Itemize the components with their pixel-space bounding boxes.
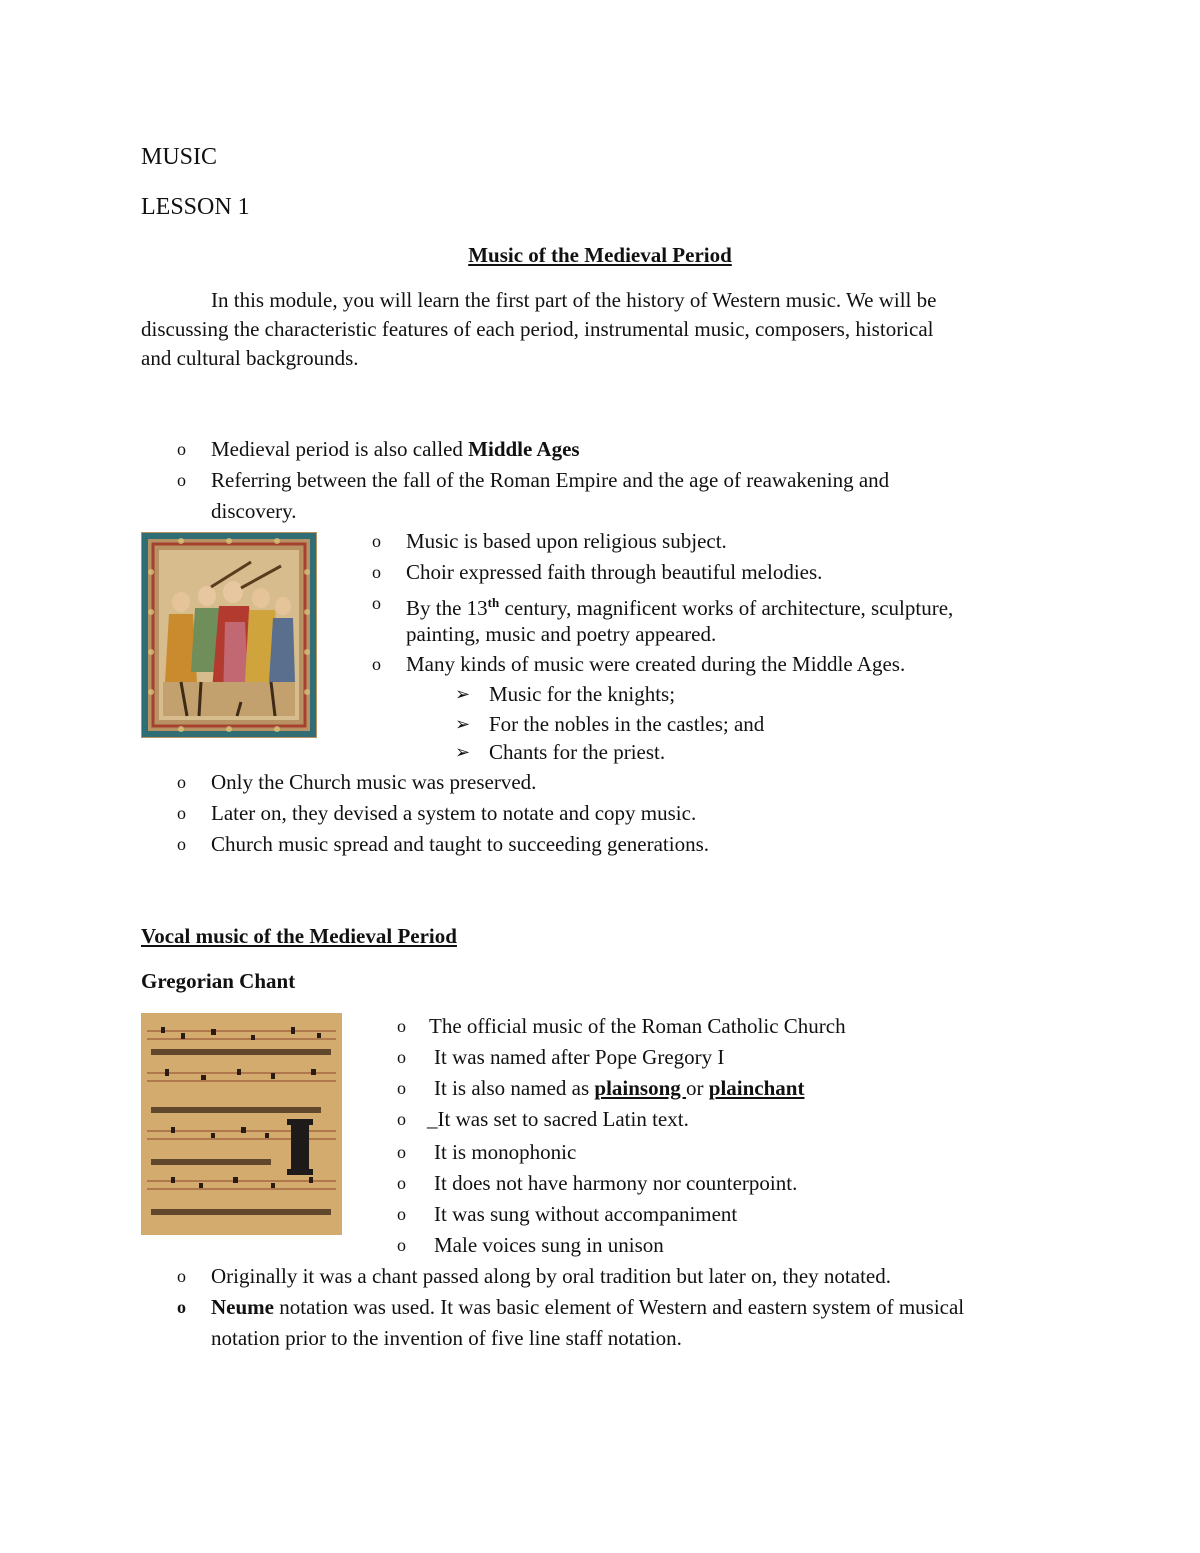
bullet-marker: o	[177, 470, 186, 490]
bullet-marker: o	[372, 531, 381, 551]
list-item: For the nobles in the castles; and	[489, 712, 765, 736]
list-item-text: or	[686, 1076, 709, 1100]
bullet-marker: o	[177, 834, 186, 854]
list-item: Chants for the priest.	[489, 740, 666, 764]
list-item: Male voices sung in unison	[434, 1233, 664, 1257]
list-item-continuation: notation prior to the invention of five line staff notation.	[211, 1326, 682, 1350]
arrow-bullet-icon: ➢	[455, 742, 471, 762]
bullet-marker: o	[177, 439, 186, 459]
arrow-bullet-icon: ➢	[455, 714, 471, 734]
bullet-marker: o	[372, 654, 381, 674]
intro-line-2: discussing the characteristic features of each period, instrumental music, composers, historical	[141, 317, 934, 341]
subject-heading: MUSIC	[141, 144, 218, 170]
bullet-marker: o	[397, 1235, 406, 1255]
list-item-text: notation was used. It was basic element of Western and eastern system of musical	[273, 1295, 965, 1319]
bullet-marker: o	[177, 1266, 186, 1286]
list-item: Only the Church music was preserved.	[211, 770, 537, 794]
list-item	[434, 1073, 804, 1103]
bullet-marker: o	[177, 772, 186, 792]
list-item-text: century, magnificent works of architecture, sculpture,	[499, 596, 954, 620]
term-plainsong: plainsong	[594, 1076, 687, 1100]
bullet-marker: o	[397, 1204, 406, 1224]
list-item-continuation: painting, music and poetry appeared.	[406, 622, 717, 646]
ordinal-suffix: th	[487, 595, 500, 610]
list-item-emphasis: Middle Ages	[468, 437, 580, 461]
list-item: Later on, they devised a system to notate and copy music.	[211, 801, 697, 825]
list-item: Many kinds of music were created during the Middle Ages.	[406, 652, 906, 676]
list-item: It was named after Pope Gregory I	[434, 1045, 725, 1069]
list-item: _It was set to sacred Latin text.	[427, 1107, 689, 1131]
section-heading: Vocal music of the Medieval Period	[141, 924, 457, 948]
intro-line-3: and cultural backgrounds.	[141, 346, 359, 370]
term-neume: Neume	[211, 1295, 274, 1319]
term-plainchant: plainchant	[708, 1076, 805, 1100]
bullet-marker: o	[372, 562, 381, 582]
section-subheading: Gregorian Chant	[141, 969, 296, 993]
list-item-continuation: discovery.	[211, 499, 297, 523]
bullet-marker: o	[397, 1173, 406, 1193]
list-item: It does not have harmony nor counterpoint.	[434, 1171, 798, 1195]
list-item: Music for the knights;	[489, 682, 676, 706]
lesson-heading: LESSON 1	[141, 194, 250, 220]
list-item-text: Medieval period is also called	[211, 437, 469, 461]
list-item: It was sung without accompaniment	[434, 1202, 738, 1226]
list-item-text: By the 13	[406, 596, 488, 620]
list-item	[211, 1292, 964, 1322]
list-item	[406, 588, 953, 623]
list-item: Music is based upon religious subject.	[406, 529, 727, 553]
medieval-musicians-illustration	[141, 532, 317, 738]
list-item: Originally it was a chant passed along by oral tradition but later on, they notated.	[211, 1264, 891, 1288]
bullet-marker: o	[397, 1142, 406, 1162]
arrow-bullet-icon: ➢	[455, 684, 471, 704]
intro-line-1: In this module, you will learn the first part of the history of Western music. We will be	[211, 288, 937, 312]
gregorian-chant-manuscript-image	[141, 1013, 342, 1235]
list-item: It is monophonic	[434, 1140, 577, 1164]
bullet-marker: o	[177, 1297, 186, 1317]
list-item-text: It is also named as	[434, 1076, 595, 1100]
list-item: The official music of the Roman Catholic Church	[429, 1014, 846, 1038]
list-item: Choir expressed faith through beautiful melodies.	[406, 560, 823, 584]
list-item	[211, 434, 580, 464]
bullet-marker: o	[177, 803, 186, 823]
bullet-marker: o	[397, 1109, 406, 1129]
list-item: Referring between the fall of the Roman Empire and the age of reawakening and	[211, 468, 890, 492]
page-title: Music of the Medieval Period	[468, 243, 732, 267]
bullet-marker: o	[397, 1016, 406, 1036]
list-item: Church music spread and taught to succeeding generations.	[211, 832, 710, 856]
bullet-marker: o	[372, 593, 381, 613]
bullet-marker: o	[397, 1047, 406, 1067]
bullet-marker: o	[397, 1078, 406, 1098]
